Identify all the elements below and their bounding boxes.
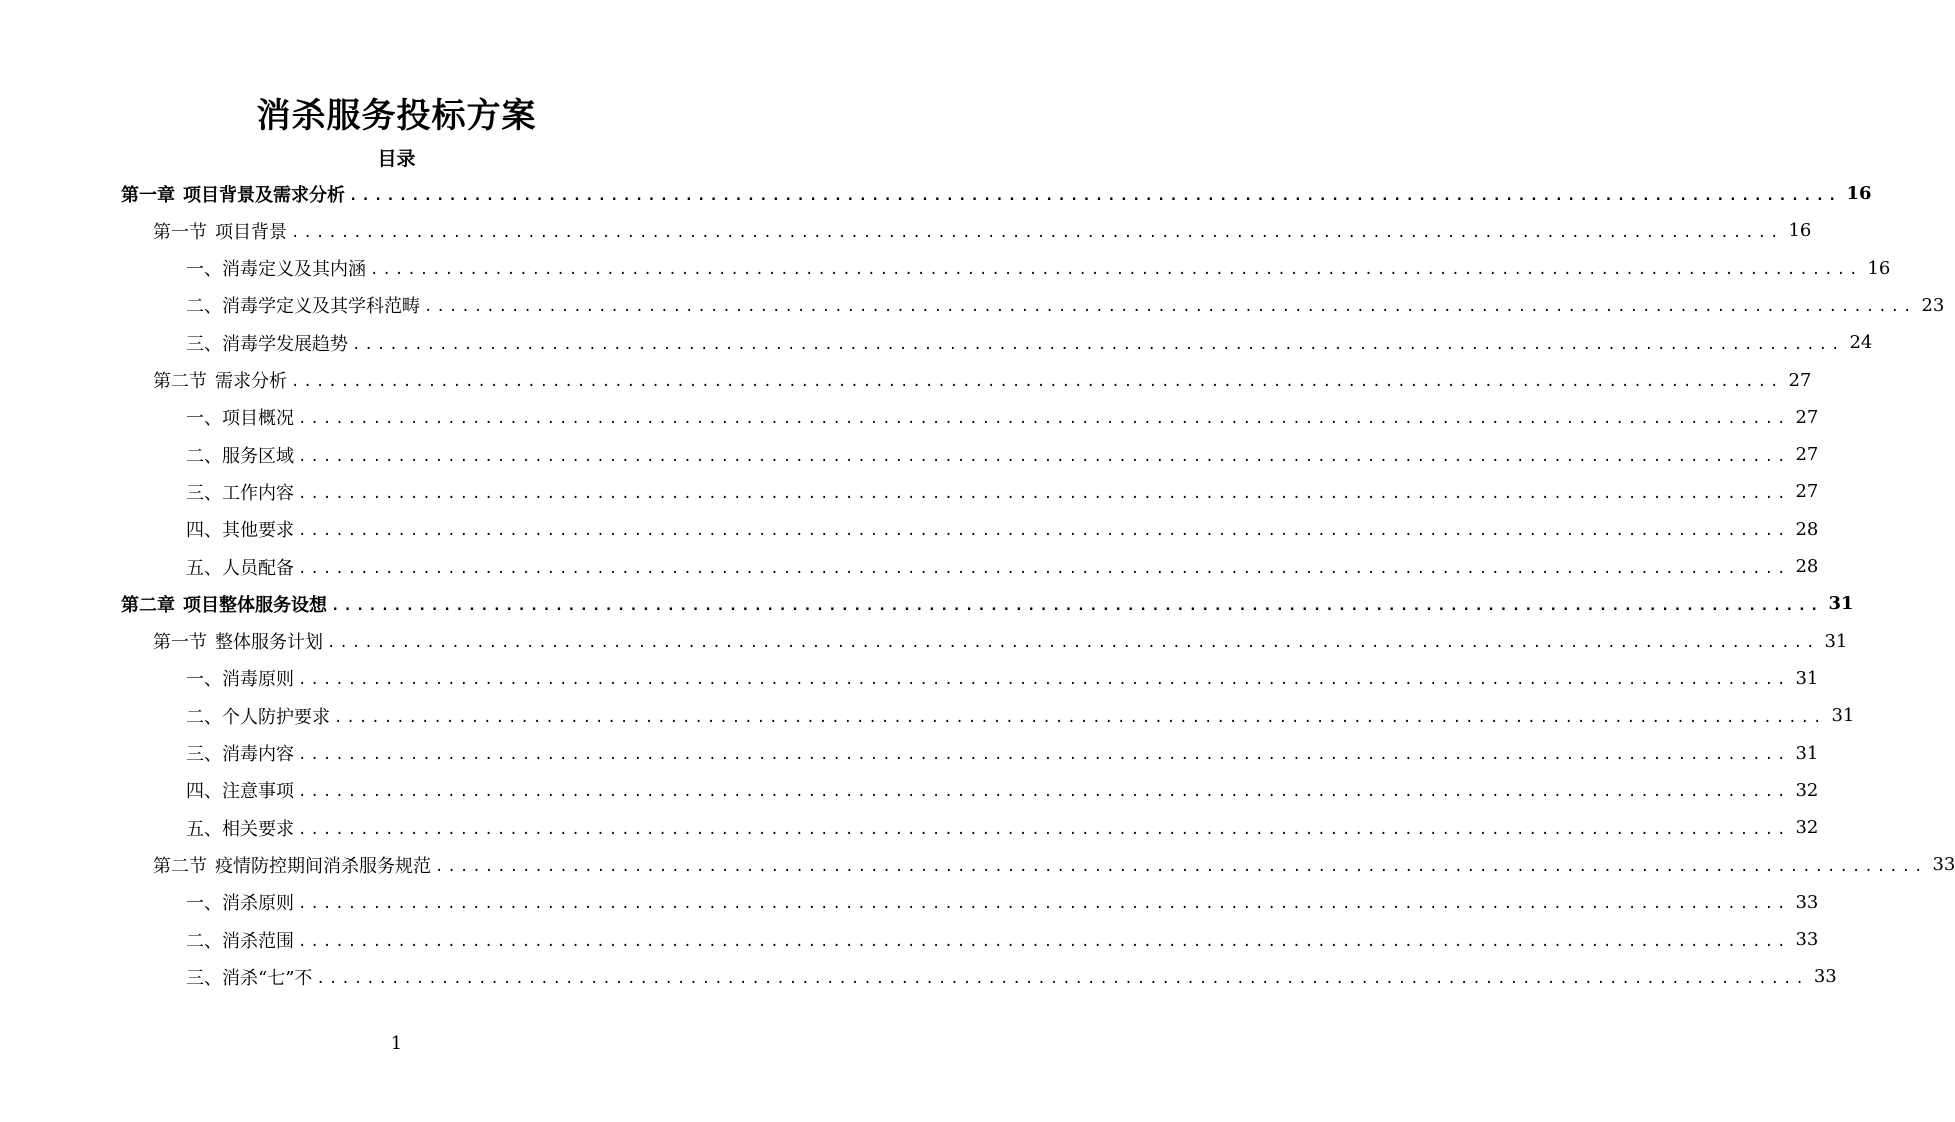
toc-entry-text: 消毒原则 xyxy=(222,669,294,691)
dot-leader: ........................................................................................................................ xyxy=(298,411,1790,428)
dot-leader: ........................................................................................................................ xyxy=(298,821,1790,838)
toc-entry[interactable] xyxy=(186,921,1819,958)
dot-leader: ........................................................................................................................ xyxy=(316,970,1808,987)
page-number: 1 xyxy=(390,1033,403,1054)
toc-entry-text: 相关要求 xyxy=(222,818,294,840)
toc-entry-title xyxy=(186,703,330,729)
toc-entry-title xyxy=(186,964,312,990)
toc-entry-title xyxy=(153,628,323,654)
toc-entry[interactable] xyxy=(153,362,1812,399)
toc-entry-label: 三、 xyxy=(186,967,222,989)
toc-entry-text: 整体服务计划 xyxy=(215,632,323,654)
dot-leader: ........................................................................................................................ xyxy=(298,523,1790,540)
document-title: 消杀服务投标方案 xyxy=(256,96,537,136)
dot-leader: ........................................................................................................................ xyxy=(334,709,1826,726)
toc-entry-label: 五、 xyxy=(186,557,222,579)
toc-entry-title xyxy=(121,591,327,617)
toc-entry[interactable] xyxy=(153,846,1955,883)
toc-entry-title xyxy=(186,665,294,691)
toc-entry[interactable] xyxy=(186,399,1819,436)
toc-entry-page: 23 xyxy=(1921,294,1945,316)
toc-entry-text: 项目概况 xyxy=(222,408,294,430)
toc-entry-title xyxy=(186,330,348,356)
toc-entry-text: 个人防护要求 xyxy=(222,706,330,728)
toc-entry-page: 24 xyxy=(1849,332,1873,354)
toc-entry-title xyxy=(186,554,294,580)
dot-leader: ........................................................................................................................ xyxy=(291,224,1783,241)
toc-entry[interactable] xyxy=(186,772,1819,809)
toc-entry-text: 疫情防控期间消杀服务规范 xyxy=(215,855,431,877)
dot-leader: ........................................................................................................................ xyxy=(424,299,1916,316)
toc-entry-label: 第二节 xyxy=(153,855,207,877)
toc-entry-label: 二、 xyxy=(186,930,222,952)
toc-entry[interactable] xyxy=(186,548,1819,585)
toc-entry[interactable] xyxy=(186,697,1855,734)
toc-entry-text: 工作内容 xyxy=(222,482,294,504)
toc-entry-page: 33 xyxy=(1813,966,1837,988)
toc-entry[interactable] xyxy=(186,958,1837,995)
dot-leader: ........................................................................................................................ xyxy=(370,262,1862,279)
toc-entry-label: 第二节 xyxy=(153,371,207,392)
toc-entry-text: 消毒内容 xyxy=(222,744,294,765)
toc-entry-page: 33 xyxy=(1932,854,1955,876)
toc-entry-title xyxy=(186,516,294,542)
toc-entry[interactable] xyxy=(186,287,1945,324)
dot-leader: ........................................................................................................................ xyxy=(435,858,1927,875)
toc-entry-label: 第一节 xyxy=(153,632,207,654)
toc-entry-title xyxy=(121,181,345,207)
toc-entry-page: 27 xyxy=(1795,406,1819,428)
toc-entry[interactable] xyxy=(186,250,1891,287)
dot-leader: ........................................................................................................................ xyxy=(298,747,1790,763)
toc-entry-text: 消毒学定义及其学科范畴 xyxy=(222,296,420,318)
toc-entry-label: 三、 xyxy=(186,482,222,504)
toc-entry-title xyxy=(186,740,294,766)
toc-entry-label: 一、 xyxy=(186,259,222,281)
toc-entry-page: 27 xyxy=(1788,369,1812,391)
toc-entry-page: 31 xyxy=(1831,705,1855,727)
dot-leader: ........................................................................................................................ xyxy=(327,635,1819,652)
dot-leader: ........................................................................................................................ xyxy=(349,187,1841,204)
dot-leader: ........................................................................................................................ xyxy=(298,784,1790,801)
toc-entry-page: 31 xyxy=(1795,667,1819,689)
toc-entry-label: 一、 xyxy=(186,408,222,430)
toc-entry[interactable] xyxy=(186,511,1819,548)
toc-entry-label: 三、 xyxy=(186,744,222,765)
toc-entry-text: 项目背景 xyxy=(215,221,287,243)
toc-entry[interactable] xyxy=(186,735,1819,772)
dot-leader: ........................................................................................................................ xyxy=(298,485,1790,502)
toc-entry-text: 服务区域 xyxy=(222,445,294,467)
toc-entry-page: 33 xyxy=(1795,929,1819,950)
toc-entry[interactable] xyxy=(186,324,1873,361)
dot-leader: ........................................................................................................................ xyxy=(298,933,1790,950)
toc-entry-page: 27 xyxy=(1795,444,1819,466)
toc-entry-text: 项目整体服务设想 xyxy=(183,594,327,616)
toc-entry-title xyxy=(186,479,294,505)
toc-entry-text: 消杀范围 xyxy=(222,930,294,952)
toc-entry-label: 四、 xyxy=(186,781,222,803)
toc-entry[interactable] xyxy=(121,585,1854,622)
toc-entry-title xyxy=(186,404,294,430)
toc-entry-page: 31 xyxy=(1795,742,1819,764)
toc-entry-title xyxy=(186,815,294,841)
toc-entry-label: 一、 xyxy=(186,893,222,915)
toc-entry[interactable] xyxy=(186,473,1819,510)
toc-entry-page: 28 xyxy=(1795,518,1819,540)
toc-entry-title xyxy=(186,889,294,915)
toc-entry-title xyxy=(153,367,287,393)
toc-entry-page: 16 xyxy=(1846,183,1872,204)
toc-entry-label: 三、 xyxy=(186,333,222,355)
toc-entry-label: 二、 xyxy=(186,445,222,467)
dot-leader: ........................................................................................................................ xyxy=(291,374,1783,390)
toc-entry-title xyxy=(153,852,431,878)
toc-entry[interactable] xyxy=(153,623,1848,660)
toc-entry-title xyxy=(186,927,294,953)
toc-entry-label: 五、 xyxy=(186,818,222,840)
toc-entry-text: 消杀原则 xyxy=(222,893,294,915)
dot-leader: ........................................................................................................................ xyxy=(298,560,1790,577)
toc-entry-label: 二、 xyxy=(186,296,222,318)
toc-entry-title xyxy=(186,777,294,803)
toc-entry-page: 16 xyxy=(1788,220,1812,242)
toc-entry-label: 一、 xyxy=(186,669,222,691)
toc-entry-text: 消杀“七”不 xyxy=(222,967,313,989)
toc-entry-text: 其他要求 xyxy=(222,520,294,542)
toc-entry-text: 消毒学发展趋势 xyxy=(222,333,348,355)
toc-entry-label: 第二章 xyxy=(121,594,175,616)
dot-leader: ........................................................................................................................ xyxy=(298,448,1790,465)
toc-entry-title xyxy=(186,292,420,318)
toc-entry-page: 31 xyxy=(1824,630,1848,652)
toc-entry-page: 33 xyxy=(1795,891,1819,913)
toc-entry-text: 消毒定义及其内涵 xyxy=(222,259,366,281)
toc-entry[interactable] xyxy=(153,212,1812,249)
toc-entry[interactable] xyxy=(186,436,1819,473)
toc-entry-title xyxy=(153,218,287,244)
toc-entry-title xyxy=(186,255,366,281)
toc-entry[interactable] xyxy=(121,175,1872,212)
toc-entry-text: 需求分析 xyxy=(215,371,287,392)
toc-entry-label: 二、 xyxy=(186,706,222,728)
dot-leader: ........................................................................................................................ xyxy=(298,896,1790,913)
toc-entry-page: 32 xyxy=(1795,779,1819,801)
dot-leader: ........................................................................................................................ xyxy=(352,336,1844,353)
toc-entry-text: 人员配备 xyxy=(222,557,294,579)
toc-entry-label: 第一章 xyxy=(121,184,175,206)
toc-entry-page: 31 xyxy=(1828,593,1854,615)
dot-leader: ........................................................................................................................ xyxy=(298,672,1790,689)
toc-entry-page: 27 xyxy=(1795,481,1819,503)
toc-entry-label: 四、 xyxy=(186,520,222,542)
toc-entry[interactable] xyxy=(186,809,1819,846)
toc-entry-page: 28 xyxy=(1795,556,1819,577)
toc-heading: 目录 xyxy=(377,148,416,170)
toc-entry-title xyxy=(186,442,294,468)
dot-leader: ........................................................................................................................ xyxy=(331,597,1823,614)
toc-entry-text: 注意事项 xyxy=(222,781,294,803)
toc-entry-text: 项目背景及需求分析 xyxy=(183,184,345,206)
toc-entry-page: 32 xyxy=(1795,817,1819,839)
toc-entry-page: 16 xyxy=(1867,257,1891,279)
toc-entry[interactable] xyxy=(186,884,1819,921)
toc-entry[interactable] xyxy=(186,660,1819,697)
toc-entry-label: 第一节 xyxy=(153,221,207,243)
